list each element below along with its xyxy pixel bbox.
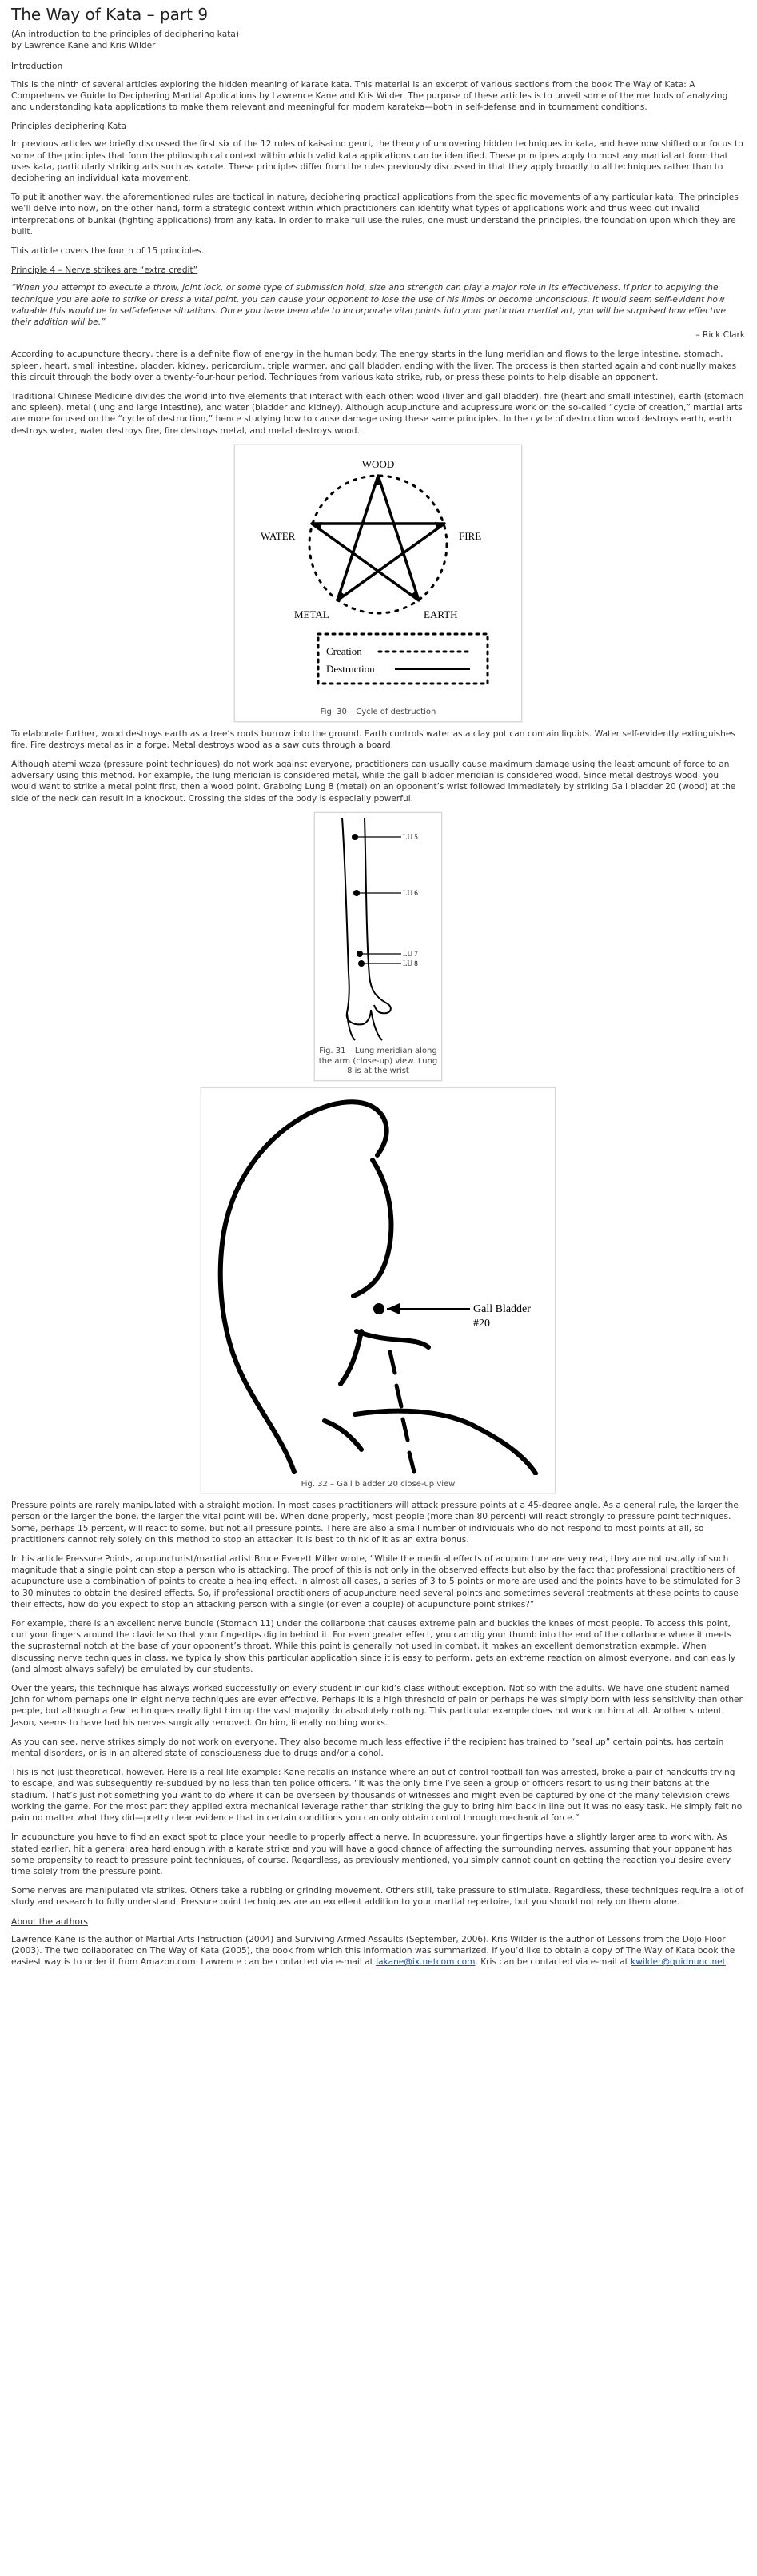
atemi-waza-paragraph: Although atemi waza (pressure point techniques) do not work against everyone, practitioners can usually cause maximum damage using the least amount of force to an adversary using this method. For example, the lung meridian is considered metal, while the gall bladder meridian is considered wood. Since metal destroys wood, you would want to strike a metal point first, then a wood point. Grabbing Lung 8 (metal) on an opponent’s wrist followed immediately by striking Gall bladder 20 (wood) at the side of the neck can result in a knockout. Crossing the sides of the body is especially powerful. bbox=[11, 760, 736, 804]
gall-bladder-20-point bbox=[373, 1303, 384, 1314]
creation-cycle-circle bbox=[309, 476, 447, 613]
rick-clark-quote: “When you attempt to execute a throw, joint lock, or some type of submission hold, size and strength can play a major role in its effectiveness. If prior to applying the technique you are able to strike or press a vital point, you can cause your opponent to lose the use of his limbs or become unconscious. It would seem self-evident how valuable this would be in self-defense situations. Once you have been able to incorporate vital points into your particular martial art, you will be surprised how effective their addition will be.” bbox=[11, 283, 727, 328]
body-paragraph-1: Pressure points are rarely manipulated with a straight motion. In most cases practitioners will attack pressure points at a 45-degree angle. As a general rule, the larger the person or the larger the bone, the larger the vital point will be. When done properly, most people (more than 80 percent) will react strongly to pressure point techniques. Some, perhaps 15 percent, will react to some, but not all pressure points. There are also a small number of individuals who do not respond to most points at all, so practitioners cannot rely solely on this method to stop an attacker. It is best to think of it as an extra bonus. bbox=[11, 1501, 739, 1545]
intro-heading: Introduction bbox=[11, 62, 63, 72]
spine-dash bbox=[403, 1419, 408, 1440]
body-paragraph-3: For example, there is an excellent nerve bundle (Stomach 11) under the collarbone that causes extreme pain and buckles the knees of most people. To access this point, curl your fingers around the clavicle so that your fingertips dig in behind it. For even greater effect, you can dig your thumb into the end of the collarbone where it meets the suprasternal notch at the base of your opponent’s throat. While this point is generally not used in combat, it makes an excellent demonstration example. When discussing nerve techniques in class, we typically show this particular application since it is easy to perform, gets an extreme reaction on almost everyone, and can easily (and almost always safely) be emulated by our students. bbox=[11, 1619, 736, 1674]
article bbox=[11, 5, 745, 1976]
spine-dash bbox=[396, 1386, 401, 1406]
article-subtitle: (An introduction to the principles of deciphering kata) bbox=[11, 30, 240, 39]
body-paragraph-5: As you can see, nerve strikes simply do not work on everyone. They also become much less effective if the recipient has trained to “seal up” certain points, has certain mental disorders, or is in an altered state of consciousness due to drugs and/or alcohol. bbox=[11, 1737, 724, 1759]
article-header bbox=[11, 29, 745, 51]
about-text-mid: . Kris can be contacted via e-mail at bbox=[475, 1957, 628, 1968]
spine-dash bbox=[390, 1352, 395, 1373]
body-paragraph-6: This is not just theoretical, however. Here is a real life example: Kane recalls an instance where an out of control football fan was arrested, broke a pair of handcuffs trying to escape, and was subsequently re-subdued by no less than ten police officers. “It was the only time I’ve seen a group of officers resort to using their batons at the stadium. That’s just not something you want to do where it can be overseen by thousands of witnesses and might even be captured by one of the many television crews working the game. For the most part they applied extra mechanical leverage rather than striking the guy to bring him back in line but it was no easy task. He simply felt no pain no matter what they did—pretty clear evidence that in certain conditions you can only obtain control through mechanical force.” bbox=[11, 1768, 743, 1824]
figure-30-caption: Fig. 30 – Cycle of destruction bbox=[320, 708, 436, 717]
label-metal: METAL bbox=[294, 608, 329, 620]
lung-meridian-arm-illustration bbox=[318, 816, 438, 1042]
legend-creation: Creation bbox=[326, 644, 362, 657]
gall-bladder-neck-illustration bbox=[205, 1091, 552, 1475]
label-wood: WOOD bbox=[361, 457, 395, 470]
principles-heading: Principles deciphering Kata bbox=[11, 122, 127, 132]
gall-bladder-number: #20 bbox=[473, 1317, 490, 1330]
ear-outline bbox=[353, 1160, 391, 1296]
body-paragraph-7: In acupuncture you have to find an exact spot to place your needle to properly affect a nerve. In acupressure, your fingertips have a slightly larger area to work with. As stated earlier, hit a general area hard enough with a karate strike and you will have a good chance of affecting the surrounding nerves, assuming that your opponent has some propensity to react to pressure point techniques, of course. Regardless, as previously mentioned, you simply cannot count on getting the reaction you desire every time solely from the pressure point. bbox=[11, 1832, 733, 1876]
label-earth: EARTH bbox=[424, 608, 458, 620]
body-paragraph-2: In his article Pressure Points, acupuncturist/martial artist Bruce Everett Miller wrote, “While the medical effects of acupuncture are very real, they are not usually of such magnitude that a single point can stop a person who is attacking. The proof of this is not only in the observed effects but also by the fact that professional practitioners of acupuncture use a combination of points to create a healing effect. In almost all cases, a series of 3 to 5 points or more are used and the points have to be stimulated for 3 to 30 minutes to obtain the desired effects. So, if professional practitioners of acupuncture need several points and sometimes several treatments at these points to cause their effects, how do you expect to stop an attacking person with a single (or even a couple) of acupuncture point strikes?” bbox=[11, 1554, 741, 1609]
arrow-left-icon bbox=[387, 1303, 400, 1314]
principles-paragraph-2: To put it another way, the aforementioned rules are tactical in nature, deciphering practical applications from the specific movements of any particular kata. The principles we’ll delve into now, on the other hand, form a strategic context within which practitioners can identify what types of applications work and thus weed out invalid interpretations of bunkai (fighting applications) from any kata. In order to make full use the rules, one must understand the principles, the foundation upon which they are built. bbox=[11, 193, 739, 237]
article-byline: by Lawrence Kane and Kris Wilder bbox=[11, 41, 156, 51]
elements-paragraph: To elaborate further, wood destroys earth as a tree’s roots burrow into the ground. Earth controls water as a clay pot can contain liquids. Water self-evidently extinguishes fire. Fire destroys metal as in a forge. Metal destroys wood as a saw cuts through a board. bbox=[11, 728, 735, 750]
principle4-heading: Principle 4 – Nerve strikes are “extra credit” bbox=[11, 265, 198, 276]
figure-31 bbox=[11, 812, 745, 1081]
quote-attribution: – Rick Clark bbox=[695, 330, 745, 341]
figure-32-image bbox=[201, 1087, 556, 1494]
body-paragraph-8: Some nerves are manipulated via strikes. Others take a rubbing or grinding movement. Others still, take pressure to stimulate. Regardless, these techniques require a lot of study and research to fully understand. Pressure point techniques are an excellent addition to your martial repertoire, but you should not rely on them alone. bbox=[11, 1886, 744, 1908]
jaw-outline bbox=[341, 1331, 361, 1384]
body-paragraph-4: Over the years, this technique has always worked successfully on every student in our kid’s class without exception. Not so with the adults. We have one student named John for whom perhaps one in eight nerve techniques are ever effective. Perhaps it is a high threshold of pain or perhaps he was simply born with less sensitivity than other people, but although a few techniques really light him up the vast majority do absolutely nothing. This particular example does not work on him at all. Another student, Jason, seems to have had his nerves surgically removed. On him, literally nothing works. bbox=[11, 1684, 743, 1728]
collar-outline bbox=[325, 1421, 361, 1449]
hand-outline bbox=[371, 1010, 382, 1040]
principle4-paragraph-2: Traditional Chinese Medicine divides the world into five elements that interact with each other: wood (liver and gall bladder), fire (heart and small intestine), earth (stomach and spleen), metal (lung and large intestine), and water (bladder and kidney). Although acupuncture and acupressure work on the so-called “cycle of creation,” martial arts are more focused on the “cycle of destruction,” hence studying how to cause damage using these same principles. In the cycle of destruction wood destroys earth, earth destroys water, water destroys fire, fire destroys metal, and metal destroys wood. bbox=[11, 392, 744, 436]
figure-32 bbox=[11, 1087, 745, 1494]
hand-outline bbox=[347, 1013, 355, 1040]
figure-32-caption: Fig. 32 – Gall bladder 20 close-up view bbox=[301, 1479, 456, 1489]
email-link-wilder[interactable]: kwilder@quidnunc.net bbox=[631, 1957, 726, 1968]
principle4-paragraph-1: According to acupuncture theory, there is a definite flow of energy in the human body. The energy starts in the lung meridian and flows to the large intestine, stomach, spleen, heart, small intestine, bladder, kidney, pericardium, triple warmer, and gall bladder, ending with the liver. The process is then started again and continually makes this circuit through the body over a twenty-four-hour period. Techniques from various kata strike, rub, or press these points to help disable an opponent. bbox=[11, 349, 737, 382]
lu5-label: LU 5 bbox=[403, 832, 418, 841]
cycle-of-destruction-diagram bbox=[238, 449, 518, 703]
principles-paragraph-1: In previous articles we briefly discussed the first six of the 12 rules of kaisai no genri, the theory of uncovering hidden techniques in kata, and have now shifted our focus to some of the principles that form the philosophical context within which valid kata applications can be identified. These principles apply to most any martial art form that uses kata, particularly striking arts such as karate. These principles differ from the rules previously discussed in that they apply broadly to all techniques rather than to deciphering an individual kata movement. bbox=[11, 139, 743, 184]
head-outline bbox=[221, 1102, 387, 1472]
figure-31-image bbox=[314, 812, 442, 1081]
article-title: The Way of Kata – part 9 bbox=[11, 5, 209, 24]
legend-box bbox=[318, 634, 488, 684]
about-text: Lawrence Kane is the author of Martial Arts Instruction (2004) and Surviving Armed Assaults (September, 2006). Kris Wilder is the author of Lessons from the Dojo Floor (2003). The two collaborated on The Way of Kata (2005), the book from which this information was summarized. If you’d like to obtain a copy of The Way of Kata book the easiest way is to order it from Amazon.com. Lawrence can be contacted via e-mail at bbox=[11, 1934, 735, 1968]
about-heading: About the authors bbox=[11, 1916, 88, 1927]
gall-bladder-label: Gall Bladder bbox=[473, 1302, 531, 1315]
figure-31-caption-line: the arm (close-up) view. Lung bbox=[318, 1056, 438, 1066]
about-text-end: . bbox=[725, 1957, 729, 1968]
figure-30-image bbox=[234, 445, 522, 722]
label-water: WATER bbox=[261, 529, 296, 542]
figure-31-caption bbox=[318, 1047, 438, 1077]
label-fire: FIRE bbox=[459, 529, 482, 542]
figure-31-caption-line: Fig. 31 – Lung meridian along bbox=[319, 1047, 437, 1056]
arm-outline bbox=[365, 818, 391, 1013]
shoulder-outline bbox=[355, 1410, 536, 1473]
spine-dash bbox=[409, 1453, 414, 1472]
lu8-label: LU 8 bbox=[403, 959, 418, 967]
lu7-label: LU 7 bbox=[403, 949, 418, 958]
intro-paragraph: This is the ninth of several articles exploring the hidden meaning of karate kata. This material is an excerpt of various sections from the book The Way of Kata: A Comprehensive Guide to Deciphering Martial Applications by Lawrence Kane and Kris Wilder. The purpose of these articles is to unveil some of the methods of analyzing and understanding kata applications to make them relevant and meaningful for modern karateka—both in self-defense and in tournament conditions. bbox=[11, 79, 728, 113]
figure-30 bbox=[11, 445, 745, 722]
about-paragraph bbox=[11, 1934, 745, 1968]
principles-paragraph-3: This article covers the fourth of 15 principles. bbox=[11, 246, 205, 257]
neck-outline bbox=[357, 1331, 428, 1347]
lu6-label: LU 6 bbox=[403, 888, 418, 897]
figure-31-caption-line: 8 is at the wrist bbox=[347, 1067, 409, 1076]
email-link-kane[interactable]: lakane@ix.netcom.com bbox=[376, 1957, 476, 1968]
legend-destruction: Destruction bbox=[326, 662, 375, 675]
